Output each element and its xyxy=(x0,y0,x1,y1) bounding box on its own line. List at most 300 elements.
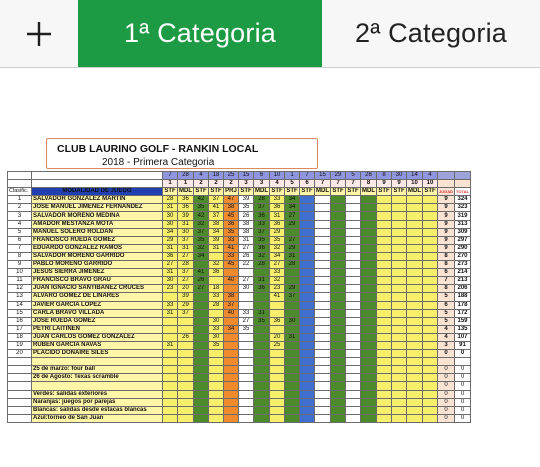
notes-score-cell[interactable] xyxy=(361,390,377,398)
score-cell[interactable]: 33 xyxy=(209,293,224,301)
score-cell[interactable] xyxy=(331,269,346,277)
score-cell[interactable]: 27 xyxy=(194,285,209,293)
notes-blank[interactable] xyxy=(8,390,32,398)
player-name-cell[interactable]: AMADOR MESTANZA MOTA xyxy=(32,220,163,228)
notes-score-cell[interactable] xyxy=(331,374,346,382)
score-cell[interactable] xyxy=(331,277,346,285)
score-cell[interactable] xyxy=(423,220,438,228)
notes-cell[interactable]: Blancas: salidas desde estacas blancas xyxy=(32,406,163,414)
notes-score-cell[interactable] xyxy=(163,358,178,366)
score-cell[interactable] xyxy=(361,301,377,309)
score-cell[interactable]: 37 xyxy=(178,236,194,244)
notes-score-cell[interactable] xyxy=(300,406,315,414)
rank-cell[interactable]: 17 xyxy=(8,325,32,333)
notes-score-cell[interactable] xyxy=(194,374,209,382)
player-name-cell[interactable]: SALVADOR MORENO GARRIDO xyxy=(32,252,163,260)
notes-score-cell[interactable] xyxy=(346,406,361,414)
player-name-cell[interactable]: SALVADOR MORENO MEDINA xyxy=(32,212,163,220)
score-cell[interactable] xyxy=(163,333,178,341)
notes-score-cell[interactable] xyxy=(300,414,315,422)
score-cell[interactable] xyxy=(392,277,407,285)
score-cell[interactable] xyxy=(377,228,392,236)
score-cell[interactable] xyxy=(377,204,392,212)
notes-score-cell[interactable] xyxy=(163,374,178,382)
score-cell[interactable]: 32 xyxy=(270,277,285,285)
header-num-cell[interactable]: 7 xyxy=(300,172,315,180)
score-cell[interactable] xyxy=(331,317,346,325)
notes-score-cell[interactable] xyxy=(178,414,194,422)
score-cell[interactable]: 5 xyxy=(438,309,455,317)
score-cell[interactable]: 31 xyxy=(178,220,194,228)
score-cell[interactable]: 39 xyxy=(209,236,224,244)
score-cell[interactable]: 319 xyxy=(455,212,471,220)
score-cell[interactable] xyxy=(239,301,254,309)
score-cell[interactable]: 31 xyxy=(270,212,285,220)
notes-score-cell[interactable] xyxy=(194,358,209,366)
notes-cell[interactable] xyxy=(32,358,163,366)
notes-score-cell[interactable] xyxy=(178,366,194,374)
header-num-cell[interactable]: 29 xyxy=(331,172,346,180)
header-label-cell[interactable]: STF xyxy=(195,188,207,195)
score-cell[interactable]: 313 xyxy=(455,220,471,228)
score-cell[interactable] xyxy=(194,341,209,349)
score-cell[interactable] xyxy=(346,220,361,228)
score-cell[interactable] xyxy=(300,204,315,212)
notes-score-cell[interactable] xyxy=(423,398,438,406)
score-cell[interactable] xyxy=(315,293,331,301)
header-label-cell[interactable]: MDL xyxy=(255,188,268,195)
notes-score-cell[interactable] xyxy=(346,382,361,390)
score-cell[interactable] xyxy=(423,196,438,204)
score-cell[interactable] xyxy=(361,236,377,244)
score-cell[interactable]: 29 xyxy=(178,301,194,309)
notes-score-cell[interactable] xyxy=(361,414,377,422)
notes-score-cell[interactable] xyxy=(285,406,300,414)
score-cell[interactable] xyxy=(377,261,392,269)
notes-cell[interactable]: 25 de marzo: four ball xyxy=(32,366,163,374)
rank-cell[interactable]: 4 xyxy=(8,220,32,228)
header-day-cell[interactable]: 3 xyxy=(254,180,270,188)
score-cell[interactable]: 35 xyxy=(254,236,270,244)
notes-cell[interactable]: 26 de Agosto: Texas scramble xyxy=(32,374,163,382)
score-cell[interactable] xyxy=(407,333,423,341)
notes-score-cell[interactable] xyxy=(270,366,285,374)
score-cell[interactable] xyxy=(361,317,377,325)
score-cell[interactable] xyxy=(392,212,407,220)
score-cell[interactable]: 37 xyxy=(254,204,270,212)
score-cell[interactable]: 29 xyxy=(285,285,300,293)
score-cell[interactable] xyxy=(331,220,346,228)
score-cell[interactable] xyxy=(346,228,361,236)
score-cell[interactable] xyxy=(407,309,423,317)
score-cell[interactable] xyxy=(331,244,346,252)
score-cell[interactable] xyxy=(377,325,392,333)
score-cell[interactable] xyxy=(300,309,315,317)
score-cell[interactable] xyxy=(423,269,438,277)
score-cell[interactable]: 33 xyxy=(270,196,285,204)
score-cell[interactable] xyxy=(407,244,423,252)
notes-score-cell[interactable] xyxy=(407,374,423,382)
header-label-cell[interactable]: STF xyxy=(424,188,436,195)
score-cell[interactable]: 37 xyxy=(224,301,239,309)
notes-blank[interactable] xyxy=(8,374,32,382)
score-cell[interactable] xyxy=(224,285,239,293)
score-cell[interactable]: 35 xyxy=(239,325,254,333)
score-cell[interactable] xyxy=(377,244,392,252)
score-cell[interactable] xyxy=(392,285,407,293)
tab-2a-categoria[interactable]: 2ª Categoria xyxy=(355,18,507,48)
score-cell[interactable]: 9 xyxy=(438,212,455,220)
notes-score-cell[interactable] xyxy=(178,390,194,398)
notes-score-cell[interactable] xyxy=(270,382,285,390)
score-cell[interactable] xyxy=(315,261,331,269)
score-cell[interactable]: 31 xyxy=(254,277,270,285)
score-cell[interactable] xyxy=(194,293,209,301)
header-num-cell[interactable]: 7 xyxy=(163,172,178,180)
score-cell[interactable] xyxy=(285,350,300,358)
score-cell[interactable]: 31 xyxy=(178,244,194,252)
header-day-cell[interactable]: 7 xyxy=(346,180,361,188)
score-cell[interactable] xyxy=(346,293,361,301)
notes-score-cell[interactable] xyxy=(285,374,300,382)
notes-score-cell[interactable] xyxy=(209,366,224,374)
score-cell[interactable]: 31 xyxy=(285,333,300,341)
score-cell[interactable] xyxy=(300,196,315,204)
score-cell[interactable]: 30 xyxy=(209,317,224,325)
notes-score-cell[interactable] xyxy=(209,406,224,414)
header-day-cell[interactable]: 2 xyxy=(194,180,209,188)
notes-score-cell[interactable] xyxy=(423,414,438,422)
score-cell[interactable] xyxy=(285,277,300,285)
player-name-cell[interactable]: JOSE MANUEL JIMENEZ FERNANDEZ xyxy=(32,204,163,212)
notes-score-cell[interactable] xyxy=(209,390,224,398)
score-cell[interactable] xyxy=(331,325,346,333)
score-cell[interactable]: 26 xyxy=(239,252,254,260)
notes-score-cell[interactable] xyxy=(224,374,239,382)
player-name-cell[interactable]: PLACIDO DOÑAIRE SILES xyxy=(32,350,163,358)
score-cell[interactable]: 9 xyxy=(438,220,455,228)
score-cell[interactable] xyxy=(392,244,407,252)
tab-1a-categoria[interactable]: 1ª Categoria xyxy=(78,0,322,67)
score-cell[interactable]: 37 xyxy=(209,212,224,220)
score-cell[interactable]: 45 xyxy=(224,212,239,220)
score-cell[interactable]: 40 xyxy=(224,309,239,317)
score-cell[interactable]: 29 xyxy=(285,220,300,228)
notes-score-cell[interactable] xyxy=(315,382,331,390)
score-cell[interactable]: 28 xyxy=(209,301,224,309)
score-cell[interactable]: 323 xyxy=(455,204,471,212)
score-cell[interactable]: 9 xyxy=(438,196,455,204)
rank-cell[interactable]: 7 xyxy=(8,244,32,252)
score-cell[interactable] xyxy=(377,269,392,277)
header-day-cell[interactable]: 5 xyxy=(285,180,300,188)
notes-score-cell[interactable] xyxy=(209,358,224,366)
rank-cell[interactable]: 1 xyxy=(8,196,32,204)
score-cell[interactable] xyxy=(392,196,407,204)
score-cell[interactable]: 26 xyxy=(178,333,194,341)
score-cell[interactable]: 35 xyxy=(224,228,239,236)
score-cell[interactable] xyxy=(285,325,300,333)
score-cell[interactable]: 36 xyxy=(254,285,270,293)
score-cell[interactable] xyxy=(423,244,438,252)
score-cell[interactable] xyxy=(346,277,361,285)
notes-score-cell[interactable] xyxy=(361,358,377,366)
score-cell[interactable]: 36 xyxy=(254,244,270,252)
score-cell[interactable]: 213 xyxy=(455,277,471,285)
score-cell[interactable]: 135 xyxy=(455,325,471,333)
notes-score-cell[interactable] xyxy=(407,382,423,390)
score-cell[interactable] xyxy=(315,212,331,220)
score-cell[interactable]: 33 xyxy=(270,269,285,277)
header-label-cell[interactable]: STF xyxy=(210,188,222,195)
notes-score-cell[interactable] xyxy=(377,382,392,390)
score-cell[interactable] xyxy=(300,285,315,293)
header-label-cell[interactable]: STF xyxy=(286,188,298,195)
notes-score-cell[interactable] xyxy=(285,358,300,366)
notes-score-cell[interactable] xyxy=(239,382,254,390)
score-cell[interactable] xyxy=(392,252,407,260)
notes-score-cell[interactable] xyxy=(163,366,178,374)
score-cell[interactable] xyxy=(315,269,331,277)
notes-score-cell[interactable] xyxy=(407,398,423,406)
score-cell[interactable] xyxy=(254,293,270,301)
score-cell[interactable] xyxy=(346,350,361,358)
notes-score-cell[interactable] xyxy=(392,406,407,414)
notes-score-cell[interactable] xyxy=(224,366,239,374)
score-cell[interactable] xyxy=(346,196,361,204)
score-cell[interactable]: 32 xyxy=(254,252,270,260)
player-name-cell[interactable]: RUBEN GARCIA NAVAS xyxy=(32,341,163,349)
score-cell[interactable] xyxy=(346,285,361,293)
header-num-cell[interactable]: 5 xyxy=(346,172,361,180)
score-cell[interactable]: 107 xyxy=(455,333,471,341)
notes-score-cell[interactable]: 0 xyxy=(455,390,471,398)
score-cell[interactable] xyxy=(392,261,407,269)
score-cell[interactable] xyxy=(423,350,438,358)
notes-score-cell[interactable] xyxy=(224,382,239,390)
score-cell[interactable]: 31 xyxy=(254,309,270,317)
notes-cell[interactable]: Azul:torneo de San Juan xyxy=(32,414,163,422)
notes-score-cell[interactable] xyxy=(300,358,315,366)
header-day-cell[interactable] xyxy=(455,180,471,188)
score-cell[interactable] xyxy=(209,252,224,260)
score-cell[interactable]: 33 xyxy=(254,220,270,228)
header-blank[interactable] xyxy=(8,172,32,180)
score-cell[interactable]: 27 xyxy=(178,277,194,285)
score-cell[interactable] xyxy=(331,252,346,260)
score-cell[interactable] xyxy=(346,317,361,325)
score-cell[interactable]: 30 xyxy=(163,220,178,228)
score-cell[interactable] xyxy=(377,212,392,220)
score-cell[interactable]: 36 xyxy=(178,204,194,212)
score-cell[interactable] xyxy=(315,228,331,236)
score-cell[interactable] xyxy=(270,325,285,333)
score-cell[interactable] xyxy=(361,244,377,252)
notes-score-cell[interactable] xyxy=(224,406,239,414)
score-cell[interactable]: 91 xyxy=(455,341,471,349)
score-cell[interactable] xyxy=(346,252,361,260)
score-cell[interactable]: 27 xyxy=(285,212,300,220)
score-cell[interactable]: 5 xyxy=(438,317,455,325)
score-cell[interactable] xyxy=(285,269,300,277)
score-cell[interactable] xyxy=(163,317,178,325)
notes-score-cell[interactable] xyxy=(346,366,361,374)
notes-blank[interactable] xyxy=(8,398,32,406)
header-label-cell[interactable]: TOTAL xyxy=(456,189,469,195)
score-cell[interactable]: 178 xyxy=(455,301,471,309)
notes-score-cell[interactable] xyxy=(392,382,407,390)
score-cell[interactable] xyxy=(377,285,392,293)
score-cell[interactable] xyxy=(300,228,315,236)
score-cell[interactable] xyxy=(315,341,331,349)
score-cell[interactable] xyxy=(346,301,361,309)
score-cell[interactable]: 30 xyxy=(285,317,300,325)
notes-score-cell[interactable] xyxy=(194,406,209,414)
score-cell[interactable] xyxy=(300,341,315,349)
score-cell[interactable]: 31 xyxy=(285,252,300,260)
score-cell[interactable] xyxy=(423,277,438,285)
notes-score-cell[interactable] xyxy=(331,398,346,406)
header-num-cell[interactable]: 4 xyxy=(423,172,438,180)
rank-cell[interactable]: 5 xyxy=(8,228,32,236)
score-cell[interactable]: 25 xyxy=(270,341,285,349)
score-cell[interactable] xyxy=(361,261,377,269)
score-cell[interactable] xyxy=(239,293,254,301)
notes-score-cell[interactable] xyxy=(346,398,361,406)
score-cell[interactable] xyxy=(423,261,438,269)
notes-score-cell[interactable]: 0 xyxy=(455,366,471,374)
score-cell[interactable]: 37 xyxy=(178,269,194,277)
player-name-cell[interactable]: PETRI LAITINEN xyxy=(32,325,163,333)
score-cell[interactable]: 31 xyxy=(239,236,254,244)
notes-score-cell[interactable]: 0 xyxy=(455,374,471,382)
score-cell[interactable] xyxy=(331,285,346,293)
score-cell[interactable] xyxy=(194,325,209,333)
score-cell[interactable] xyxy=(377,317,392,325)
notes-score-cell[interactable] xyxy=(194,382,209,390)
score-cell[interactable]: 28 xyxy=(163,196,178,204)
score-cell[interactable] xyxy=(377,301,392,309)
score-cell[interactable] xyxy=(346,341,361,349)
score-cell[interactable] xyxy=(407,341,423,349)
notes-blank[interactable] xyxy=(8,366,32,374)
player-name-cell[interactable]: JAVIER GARCIA LOPEZ xyxy=(32,301,163,309)
rank-cell[interactable]: 18 xyxy=(8,333,32,341)
score-cell[interactable] xyxy=(407,277,423,285)
header-num-cell[interactable]: 14 xyxy=(407,172,423,180)
score-cell[interactable] xyxy=(331,293,346,301)
notes-score-cell[interactable] xyxy=(178,374,194,382)
header-label-cell[interactable]: JUGAD xyxy=(439,189,454,195)
header-day-cell[interactable]: 6 xyxy=(300,180,315,188)
notes-blank[interactable] xyxy=(8,406,32,414)
header-num-cell[interactable]: 18 xyxy=(209,172,224,180)
score-cell[interactable] xyxy=(285,341,300,349)
notes-score-cell[interactable] xyxy=(315,358,331,366)
score-cell[interactable] xyxy=(300,301,315,309)
notes-score-cell[interactable] xyxy=(346,374,361,382)
score-cell[interactable]: 3 xyxy=(438,341,455,349)
score-cell[interactable] xyxy=(377,350,392,358)
score-cell[interactable] xyxy=(209,277,224,285)
score-cell[interactable]: 42 xyxy=(194,212,209,220)
notes-score-cell[interactable]: 0 xyxy=(455,414,471,422)
score-cell[interactable]: 273 xyxy=(455,261,471,269)
score-cell[interactable] xyxy=(392,228,407,236)
score-cell[interactable]: 31 xyxy=(163,204,178,212)
score-cell[interactable] xyxy=(194,350,209,358)
rank-cell[interactable]: 6 xyxy=(8,236,32,244)
rank-cell[interactable]: 8 xyxy=(8,252,32,260)
score-cell[interactable] xyxy=(315,196,331,204)
score-cell[interactable] xyxy=(300,261,315,269)
header-day-cell[interactable]: 9 xyxy=(377,180,392,188)
score-cell[interactable]: 37 xyxy=(254,228,270,236)
header-day-cell[interactable]: 10 xyxy=(423,180,438,188)
score-cell[interactable] xyxy=(315,244,331,252)
header-num-cell[interactable]: 6 xyxy=(254,172,270,180)
score-cell[interactable]: 33 xyxy=(163,301,178,309)
score-cell[interactable] xyxy=(331,261,346,269)
rank-cell[interactable]: 15 xyxy=(8,309,32,317)
score-cell[interactable]: 5 xyxy=(438,293,455,301)
rank-cell[interactable]: 14 xyxy=(8,301,32,309)
score-cell[interactable] xyxy=(163,350,178,358)
header-num-cell[interactable]: 26 xyxy=(361,172,377,180)
notes-blank[interactable] xyxy=(8,382,32,390)
score-cell[interactable]: 0 xyxy=(455,350,471,358)
header-label-cell[interactable]: STF xyxy=(271,188,283,195)
score-cell[interactable]: 38 xyxy=(239,228,254,236)
score-cell[interactable] xyxy=(361,204,377,212)
rank-cell[interactable]: 20 xyxy=(8,350,32,358)
score-cell[interactable] xyxy=(300,212,315,220)
score-cell[interactable]: 39 xyxy=(178,293,194,301)
score-cell[interactable] xyxy=(346,236,361,244)
score-cell[interactable] xyxy=(178,317,194,325)
score-cell[interactable] xyxy=(300,293,315,301)
score-cell[interactable]: 39 xyxy=(239,196,254,204)
notes-score-cell[interactable] xyxy=(407,414,423,422)
notes-score-cell[interactable] xyxy=(163,390,178,398)
notes-score-cell[interactable]: 0 xyxy=(455,406,471,414)
header-day-cell[interactable]: 7 xyxy=(315,180,331,188)
header-num-cell[interactable]: 10 xyxy=(270,172,285,180)
score-cell[interactable]: 41 xyxy=(270,293,285,301)
score-cell[interactable] xyxy=(315,236,331,244)
score-cell[interactable]: 28 xyxy=(178,261,194,269)
score-cell[interactable]: 290 xyxy=(455,244,471,252)
notes-score-cell[interactable] xyxy=(209,414,224,422)
score-cell[interactable] xyxy=(331,309,346,317)
header-blank[interactable] xyxy=(8,180,32,188)
notes-score-cell[interactable] xyxy=(392,390,407,398)
add-sheet-button[interactable] xyxy=(0,0,78,67)
score-cell[interactable]: 36 xyxy=(270,220,285,228)
score-cell[interactable]: 36 xyxy=(178,196,194,204)
rank-cell[interactable]: 2 xyxy=(8,204,32,212)
notes-score-cell[interactable] xyxy=(270,374,285,382)
notes-score-cell[interactable] xyxy=(254,358,270,366)
score-cell[interactable] xyxy=(361,350,377,358)
score-cell[interactable] xyxy=(346,333,361,341)
score-cell[interactable] xyxy=(178,350,194,358)
notes-score-cell[interactable] xyxy=(331,358,346,366)
notes-score-cell[interactable] xyxy=(346,414,361,422)
rank-cell[interactable]: 10 xyxy=(8,269,32,277)
rank-cell[interactable]: 12 xyxy=(8,285,32,293)
score-cell[interactable]: 34 xyxy=(194,252,209,260)
